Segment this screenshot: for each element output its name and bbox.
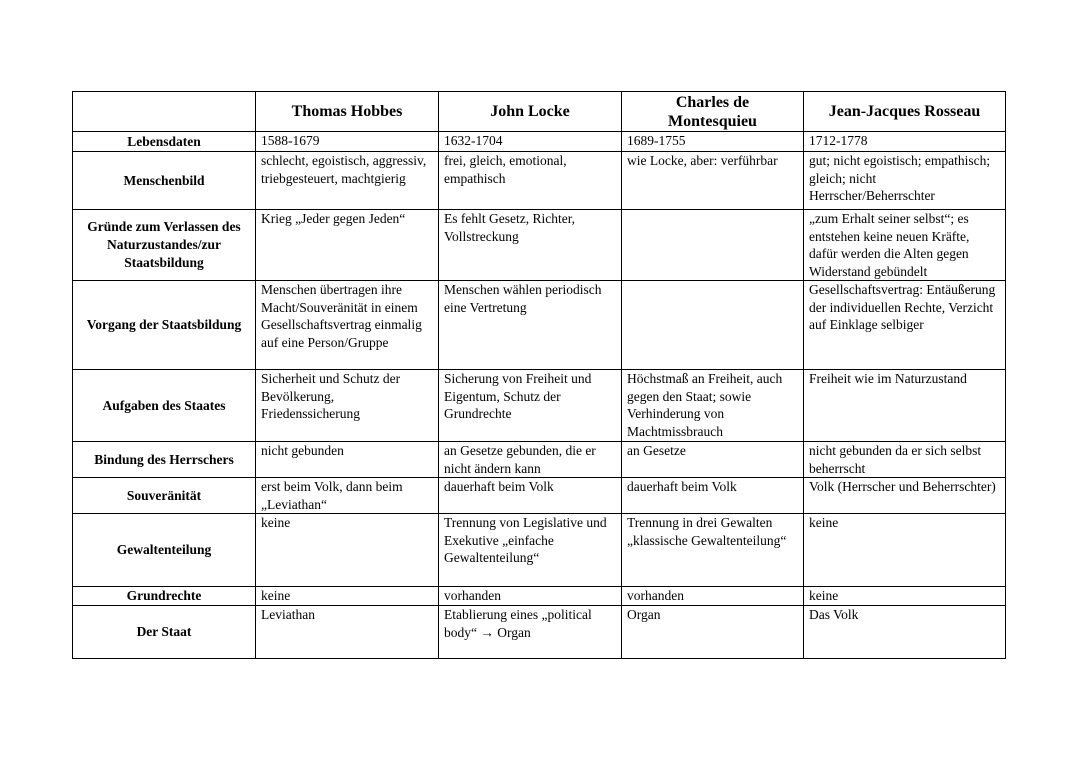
table-row	[73, 478, 1006, 514]
table-cell: gut; nicht egoistisch; empathisch; gleich; nicht Herrscher/Beherrschter	[804, 152, 1006, 210]
table-cell: Etablierung eines „political body“ → Organ	[439, 606, 622, 659]
header-montesquieu: Charles de Montesquieu	[622, 92, 804, 132]
table-cell: Krieg „Jeder gegen Jeden“	[256, 210, 439, 281]
header-rousseau: Jean-Jacques Rosseau	[804, 92, 1006, 132]
table-row	[73, 587, 1006, 606]
table-cell: keine	[256, 587, 439, 606]
table-cell: keine	[804, 514, 1006, 587]
table-cell: Gesellschaftsvertrag: Entäußerung der individuellen Rechte, Verzicht auf Einklage selbiger	[804, 281, 1006, 370]
header-row	[73, 92, 1006, 132]
table-row	[73, 281, 1006, 370]
table-cell: erst beim Volk, dann beim „Leviathan“	[256, 478, 439, 514]
row-label: Vorgang der Staatsbildung	[73, 281, 256, 370]
table-cell: Trennung in drei Gewalten „klassische Gewaltenteilung“	[622, 514, 804, 587]
row-label: Gewaltenteilung	[73, 514, 256, 587]
table-cell: Das Volk	[804, 606, 1006, 659]
table-cell: an Gesetze gebunden, die er nicht ändern kann	[439, 442, 622, 478]
table-cell: Trennung von Legislative und Exekutive „einfache Gewaltenteilung“	[439, 514, 622, 587]
table-cell: 1712-1778	[804, 132, 1006, 152]
header-locke: John Locke	[439, 92, 622, 132]
table-cell: keine	[804, 587, 1006, 606]
row-label: Lebensdaten	[73, 132, 256, 152]
table-cell: Volk (Herrscher und Beherrschter)	[804, 478, 1006, 514]
table-cell: keine	[256, 514, 439, 587]
comparison-table	[72, 91, 1006, 659]
header-corner	[73, 92, 256, 132]
table-cell: „zum Erhalt seiner selbst“; es entstehen keine neuen Kräfte, dafür werden die Alten gegen Widerstand gebündelt	[804, 210, 1006, 281]
table-cell: dauerhaft beim Volk	[622, 478, 804, 514]
table-cell: Sicherung von Freiheit und Eigentum, Schutz der Grundrechte	[439, 370, 622, 442]
table-cell: schlecht, egoistisch, aggressiv, triebgesteuert, machtgierig	[256, 152, 439, 210]
table-cell: Höchstmaß an Freiheit, auch gegen den Staat; sowie Verhinderung von Machtmissbrauch	[622, 370, 804, 442]
row-label: Aufgaben des Staates	[73, 370, 256, 442]
table-row	[73, 152, 1006, 210]
table-cell	[622, 281, 804, 370]
table-cell: an Gesetze	[622, 442, 804, 478]
table-cell: dauerhaft beim Volk	[439, 478, 622, 514]
table-cell	[622, 210, 804, 281]
table-row	[73, 132, 1006, 152]
row-label: Menschenbild	[73, 152, 256, 210]
table-cell: Es fehlt Gesetz, Richter, Vollstreckung	[439, 210, 622, 281]
table-cell: 1588-1679	[256, 132, 439, 152]
row-label: Gründe zum Verlassen des Naturzustandes/zur Staatsbildung	[73, 210, 256, 281]
table-row	[73, 370, 1006, 442]
header-hobbes: Thomas Hobbes	[256, 92, 439, 132]
table-cell: vorhanden	[622, 587, 804, 606]
table-cell: Menschen wählen periodisch eine Vertretung	[439, 281, 622, 370]
table-row	[73, 514, 1006, 587]
table-cell: Freiheit wie im Naturzustand	[804, 370, 1006, 442]
table-row	[73, 606, 1006, 659]
table-cell: 1632-1704	[439, 132, 622, 152]
table-cell: wie Locke, aber: verführbar	[622, 152, 804, 210]
table-cell: Organ	[622, 606, 804, 659]
table-cell: nicht gebunden da er sich selbst beherrscht	[804, 442, 1006, 478]
table-row	[73, 210, 1006, 281]
table-cell: nicht gebunden	[256, 442, 439, 478]
table-cell: frei, gleich, emotional, empathisch	[439, 152, 622, 210]
table-cell: Sicherheit und Schutz der Bevölkerung, Friedenssicherung	[256, 370, 439, 442]
row-label: Der Staat	[73, 606, 256, 659]
table-cell: 1689-1755	[622, 132, 804, 152]
table-cell: vorhanden	[439, 587, 622, 606]
row-label: Grundrechte	[73, 587, 256, 606]
table-cell: Leviathan	[256, 606, 439, 659]
table-row	[73, 442, 1006, 478]
row-label: Souveränität	[73, 478, 256, 514]
row-label: Bindung des Herrschers	[73, 442, 256, 478]
table-cell: Menschen übertragen ihre Macht/Souveränität in einem Gesellschaftsvertrag einmalig auf eine Person/Gruppe	[256, 281, 439, 370]
